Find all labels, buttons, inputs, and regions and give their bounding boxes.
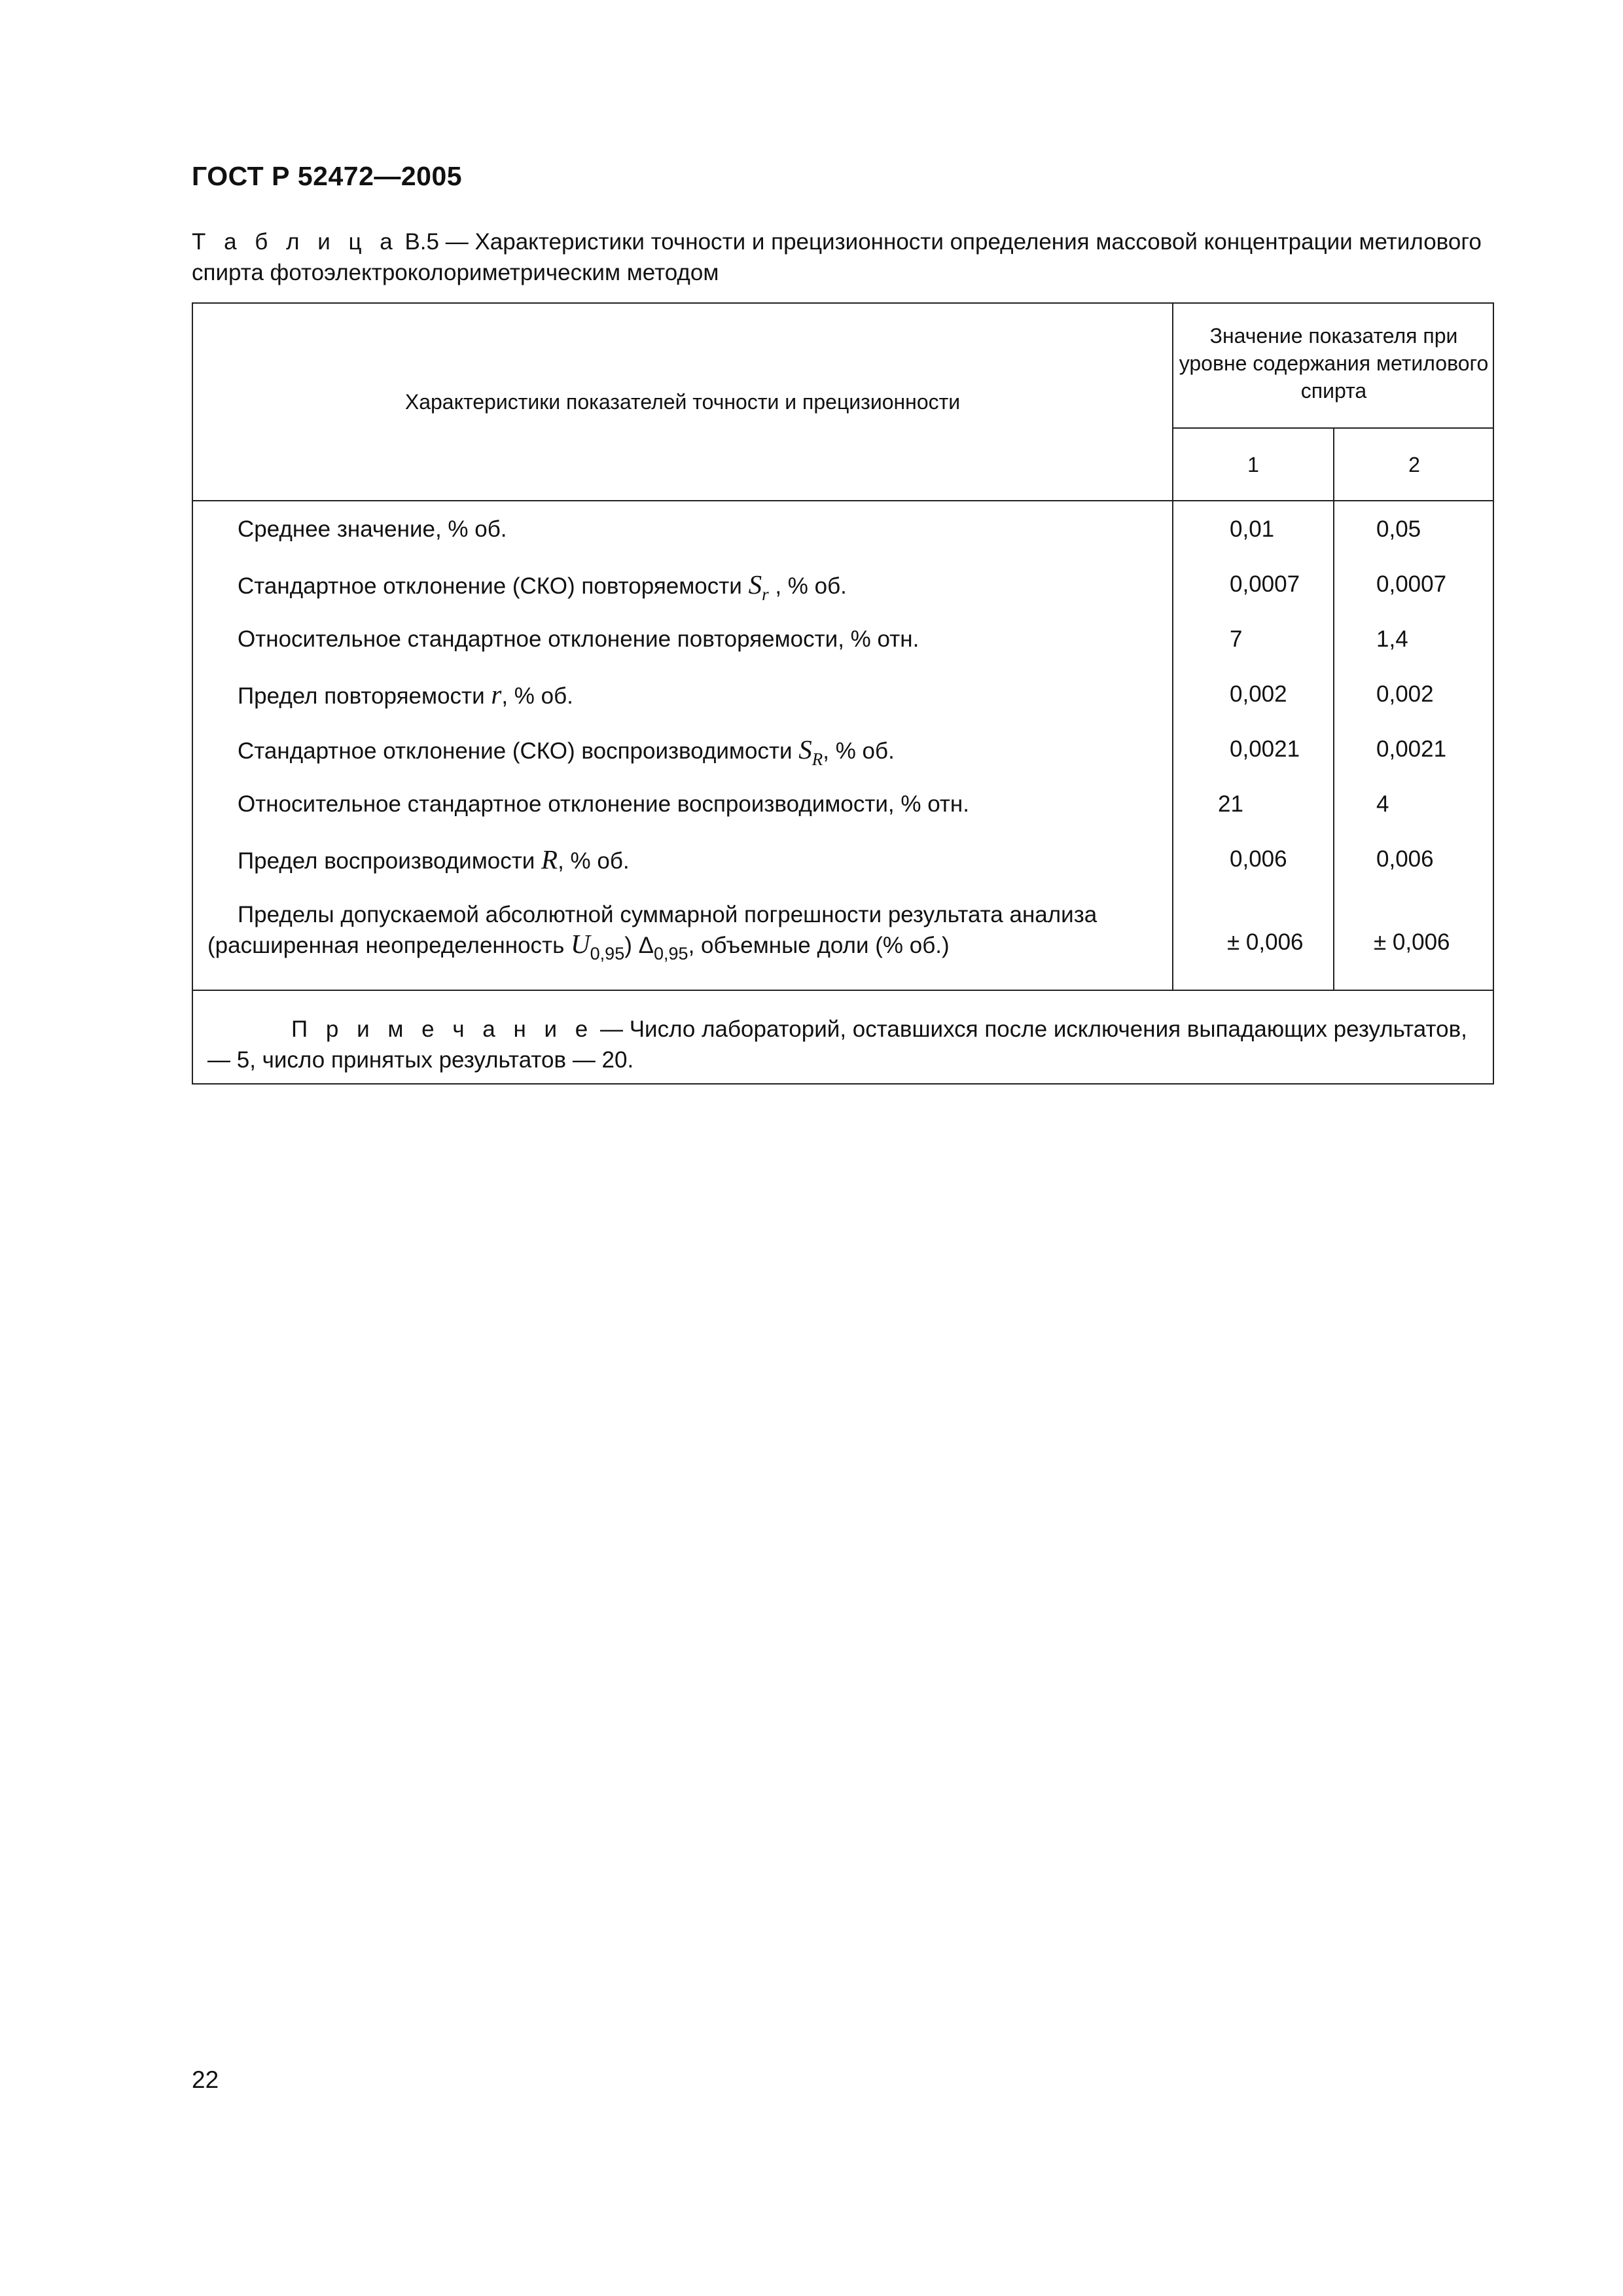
label-mid: ) xyxy=(624,933,639,958)
row-repeatability-limit-value-1: 0,002 xyxy=(1230,681,1287,707)
symbol-delta: Δ xyxy=(638,933,654,958)
symbol-r: r xyxy=(491,679,502,709)
symbol-big-r: R xyxy=(541,844,558,874)
label-unit: , % об. xyxy=(501,683,573,709)
header-indicator-value: Значение показателя при уровне содержания метилового спирта xyxy=(1179,324,1489,403)
row-label-repeatability-sd xyxy=(238,570,1167,602)
row-label-mean: Среднее значение, % об. xyxy=(238,516,507,542)
row-repeatability-sd-value-2: 0,0007 xyxy=(1376,571,1447,597)
row-mean-value-1: 0,01 xyxy=(1230,516,1275,542)
row-error-limits-value-1: ± 0,006 xyxy=(1227,929,1304,955)
row-label-reproducibility-sd xyxy=(238,735,1167,767)
row-label-relative-repeatability-sd: Относительное стандартное отклонение повторяемости, % отн. xyxy=(238,626,919,652)
symbol-s: S xyxy=(748,569,762,600)
column-divider-main xyxy=(1172,304,1173,990)
subscript-u: 0,95 xyxy=(590,944,625,963)
subscript-big-r: R xyxy=(812,749,823,769)
row-relative-repeatability-sd-value-2: 1,4 xyxy=(1376,626,1408,652)
column-divider-values xyxy=(1333,427,1334,990)
row-relative-repeatability-sd-value-1: 7 xyxy=(1230,626,1243,652)
row-label-repeatability-limit xyxy=(238,680,1167,711)
row-reproducibility-limit-value-2: 0,006 xyxy=(1376,846,1434,872)
table-note xyxy=(207,1014,1477,1075)
note-label: П р и м е ч а н и е xyxy=(291,1016,594,1042)
column-number-2: 2 xyxy=(1408,453,1420,476)
standard-header: ГОСТ Р 52472—2005 xyxy=(192,161,463,191)
row-reproducibility-sd-value-1: 0,0021 xyxy=(1230,736,1300,762)
column-number-1: 1 xyxy=(1247,453,1259,476)
page-number: 22 xyxy=(192,2066,219,2093)
row-reproducibility-limit-value-1: 0,006 xyxy=(1230,846,1287,872)
label-text: Предел воспроизводимости xyxy=(238,848,542,874)
caption-label: Т а б л и ц а xyxy=(192,229,399,255)
characteristics-table xyxy=(192,302,1494,1085)
row-label-reproducibility-limit xyxy=(238,845,1167,876)
caption-text: В.5 — Характеристики точности и прецизионности определения массовой концентрации метилового спирта фотоэлектроколориметрическим методом xyxy=(192,229,1482,285)
row-mean-value-2: 0,05 xyxy=(1376,516,1421,542)
row-relative-reproducibility-sd-value-2: 4 xyxy=(1376,791,1389,817)
note-text: — Число лабораторий, оставшихся после исключения выпадающих результатов, — 5, число принятых результатов — 20. xyxy=(207,1016,1467,1073)
subscript-delta: 0,95 xyxy=(654,944,688,963)
label-text: Пределы допускаемой абсолютной суммарной погрешности результата анализа (расширенная неопределенность xyxy=(207,902,1097,958)
symbol-u: U xyxy=(571,929,590,959)
label-unit: , % об. xyxy=(823,738,895,764)
label-text: Стандартное отклонение (СКО) воспроизводимости xyxy=(238,738,799,764)
note-separator-line xyxy=(193,990,1494,991)
row-repeatability-sd-value-1: 0,0007 xyxy=(1230,571,1300,597)
row-reproducibility-sd-value-2: 0,0021 xyxy=(1376,736,1447,762)
label-text: Предел повторяемости xyxy=(238,683,491,709)
header-characteristics: Характеристики показателей точности и прецизионности xyxy=(404,389,961,414)
subscript-r: r xyxy=(762,584,769,604)
table-caption xyxy=(192,226,1501,288)
row-label-error-limits xyxy=(207,901,1156,961)
row-error-limits-value-2: ± 0,006 xyxy=(1374,929,1450,955)
row-repeatability-limit-value-2: 0,002 xyxy=(1376,681,1434,707)
row-relative-reproducibility-sd-value-1: 21 xyxy=(1218,791,1243,817)
row-label-relative-reproducibility-sd: Относительное стандартное отклонение воспроизводимости, % отн. xyxy=(238,791,969,817)
label-unit: , объемные доли (% об.) xyxy=(688,933,950,958)
label-text: Стандартное отклонение (СКО) повторяемости xyxy=(238,573,749,599)
label-unit: , % об. xyxy=(558,848,630,874)
header-bottom-line xyxy=(193,500,1494,501)
symbol-s: S xyxy=(798,734,812,764)
label-unit: , % об. xyxy=(768,573,847,599)
